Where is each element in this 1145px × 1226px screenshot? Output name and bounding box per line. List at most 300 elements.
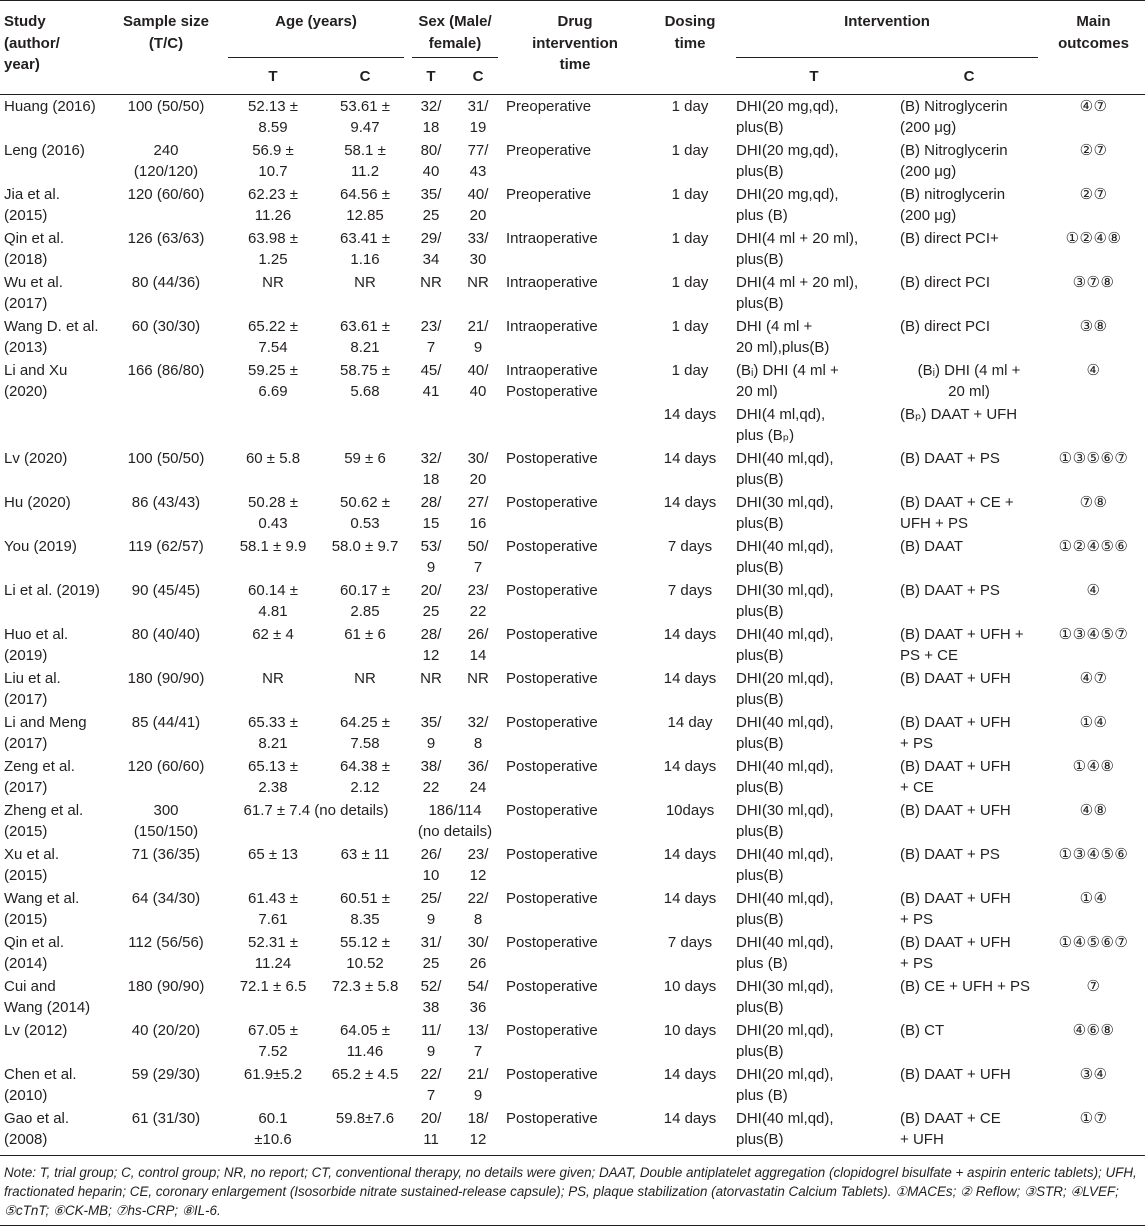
age-c-cell: 59.8±7.6: [335, 1109, 395, 1127]
dosing-time-cell: 1 day: [671, 141, 709, 159]
sample-size-cell: 112 (56/56): [128, 933, 204, 951]
age-t-cell: 58.1 ± 9.9: [239, 537, 307, 555]
main-outcomes-cell: ①④⑤⑥⑦: [1058, 933, 1129, 951]
intervention-t-cell: DHI(40 ml,qd), plus(B): [736, 713, 834, 752]
age-t-cell: NR: [262, 273, 284, 291]
main-outcomes-cell: ②⑦: [1079, 185, 1108, 203]
header-age: Age (years): [224, 1, 408, 59]
age-c-cell: NR: [354, 273, 376, 291]
intervention-t-cell: DHI(20 mg,qd), plus(B): [736, 97, 839, 136]
dosing-time-cell: 14 days: [663, 889, 717, 907]
study-cell: Liu et al. (2017): [4, 669, 61, 708]
age-t-cell: 65.22 ± 7.54: [248, 317, 298, 356]
sex-t-cell: NR: [420, 273, 442, 291]
intervention-c-cell: (B) DAAT + UFH: [900, 1065, 1011, 1083]
main-outcomes-cell: ④⑦: [1079, 97, 1108, 115]
sex-t-cell: 35/ 25: [420, 185, 442, 224]
header-sample-size: Sample size (T/C): [123, 13, 209, 52]
sex-c-cell: 18/ 12: [467, 1109, 489, 1148]
age-t-cell: 65 ± 13: [248, 845, 298, 863]
main-outcomes-cell: ⑦⑧: [1079, 493, 1108, 511]
study-cell: Qin et al. (2018): [4, 229, 65, 268]
main-outcomes-cell: ①④: [1079, 889, 1108, 907]
sample-size-cell: 90 (45/45): [131, 581, 201, 599]
dosing-time-cell: 1 day: [671, 273, 709, 291]
drug-intervention-time-cell: Intraoperative: [506, 273, 598, 291]
sex-t-cell: 23/ 7: [420, 317, 442, 356]
sex-c-cell: 36/ 24: [467, 757, 489, 796]
study-cell: Cui and Wang (2014): [4, 977, 91, 1016]
age-t-cell: 60.1 ±10.6: [254, 1109, 292, 1148]
dosing-time-cell: 14 days: [663, 757, 717, 775]
drug-intervention-time-cell: Intraoperative Postoperative: [506, 361, 598, 400]
table-row: [0, 227, 1145, 271]
study-cell: Qin et al. (2014): [4, 933, 65, 972]
intervention-c-cell: (B) DAAT + UFH + CE: [900, 757, 1011, 796]
drug-intervention-time-cell: Postoperative: [506, 1021, 598, 1039]
age-t-cell: 72.1 ± 6.5: [239, 977, 307, 995]
study-cell: Wang et al. (2015): [4, 889, 80, 928]
dosing-time-cell: 14 days: [663, 845, 717, 863]
sample-size-cell: 100 (50/50): [127, 97, 205, 115]
intervention-c-cell: (B) CT: [900, 1021, 945, 1039]
table-row: [0, 94, 1145, 139]
sex-c-cell: 26/ 14: [467, 625, 489, 664]
age-c-cell: 59 ± 6: [344, 449, 386, 467]
sex-c-cell: 33/ 30: [467, 229, 489, 268]
table-row: [0, 843, 1145, 887]
study-cell: Gao et al. (2008): [4, 1109, 70, 1148]
drug-intervention-time-cell: Preoperative: [506, 141, 592, 159]
drug-intervention-time-cell: Postoperative: [506, 713, 598, 731]
header-intervention: Intervention: [732, 1, 1042, 59]
main-outcomes-cell: ③④: [1079, 1065, 1108, 1083]
main-outcomes-cell: ①⑦: [1079, 1109, 1108, 1127]
intervention-t-cell: DHI(30 ml,qd), plus(B): [736, 581, 834, 620]
age-c-cell: 53.61 ± 9.47: [340, 97, 390, 136]
sex-c-cell: 31/ 19: [467, 97, 489, 136]
age-merged-cell: 61.7 ± 7.4 (no details): [243, 801, 389, 819]
table-row: [0, 183, 1145, 227]
age-c-cell: NR: [354, 669, 376, 687]
sample-size-cell: 120 (60/60): [127, 757, 205, 775]
main-outcomes-cell: ②⑦: [1079, 141, 1108, 159]
study-cell: Li et al. (2019): [4, 581, 100, 599]
intervention-c-cell: (B) Nitroglycerin (200 μg): [900, 97, 1008, 136]
intervention-t-cell: DHI(40 ml,qd), plus(B): [736, 449, 834, 488]
sex-t-cell: 32/ 18: [420, 97, 442, 136]
table-row: [0, 535, 1145, 579]
sex-t-cell: 28/ 12: [420, 625, 442, 664]
main-outcomes-cell: ④: [1086, 581, 1101, 599]
age-c-cell: 63.61 ± 8.21: [340, 317, 390, 356]
table-row: [0, 1019, 1145, 1063]
table-row: [0, 491, 1145, 535]
table-row: [0, 623, 1145, 667]
intervention-c-cell: (B) direct PCI: [900, 317, 991, 335]
age-t-cell: 60.14 ± 4.81: [248, 581, 298, 620]
sex-t-cell: 26/ 10: [420, 845, 442, 884]
table-row: [0, 667, 1145, 711]
sample-size-cell: 60 (30/30): [131, 317, 201, 335]
sample-size-cell: 180 (90/90): [127, 669, 205, 687]
sample-size-cell: 180 (90/90): [127, 977, 205, 995]
drug-intervention-time-cell: Postoperative: [506, 845, 598, 863]
dosing-time-cell: 7 days: [667, 537, 713, 555]
table-row: [0, 1107, 1145, 1155]
main-outcomes-cell: ③⑧: [1079, 317, 1108, 335]
main-outcomes-cell: ①②④⑧: [1065, 229, 1122, 247]
header-age-c: C: [359, 68, 371, 85]
drug-intervention-time-cell: Postoperative: [506, 581, 598, 599]
drug-intervention-time-cell: Postoperative: [506, 1109, 598, 1127]
study-cell: Li and Meng (2017): [4, 713, 87, 752]
intervention-c-cell: (B) direct PCI: [900, 273, 991, 291]
dosing-time-cell: 1 day: [671, 317, 709, 335]
age-c-cell: 50.62 ± 0.53: [340, 493, 390, 532]
table-row: [0, 403, 1145, 447]
header-sex-c: C: [472, 68, 484, 85]
intervention-c-cell: (B) DAAT + UFH + PS: [900, 889, 1011, 928]
main-outcomes-cell: ①③⑤⑥⑦: [1058, 449, 1129, 467]
drug-intervention-time-cell: Postoperative: [506, 889, 598, 907]
intervention-t-cell: DHI(40 ml,qd), plus(B): [736, 1109, 834, 1148]
sex-t-cell: 11/ 9: [421, 1021, 441, 1060]
dosing-time-cell: 10 days: [663, 977, 717, 995]
study-cell: Xu et al. (2015): [4, 845, 60, 884]
intervention-t-cell: DHI(30 ml,qd), plus(B): [736, 801, 834, 840]
intervention-t-cell: DHI(40 ml,qd), plus(B): [736, 845, 834, 884]
dosing-time-cell: 14 days: [663, 493, 717, 511]
intervention-c-cell: (B) DAAT + UFH + PS: [900, 713, 1011, 752]
dosing-time-cell: 1 day: [671, 361, 709, 379]
sex-t-cell: 28/ 15: [420, 493, 442, 532]
sample-size-cell: 40 (20/20): [131, 1021, 201, 1039]
sex-c-cell: [454, 403, 502, 447]
age-c-cell: [322, 403, 408, 447]
intervention-c-cell: (B) direct PCI+: [900, 229, 999, 247]
intervention-t-cell: DHI(40 ml,qd), plus (B): [736, 933, 834, 972]
main-outcomes-cell: ③⑦⑧: [1072, 273, 1115, 291]
main-outcomes-cell: ④: [1086, 361, 1101, 379]
sex-c-cell: 23/ 22: [467, 581, 489, 620]
header-intervention-c: C: [963, 68, 975, 85]
sample-size-cell: 240 (120/120): [133, 141, 199, 180]
main-outcomes-cell: ①④⑧: [1072, 757, 1115, 775]
sample-size-cell: 100 (50/50): [127, 449, 205, 467]
age-t-cell: 59.25 ± 6.69: [248, 361, 298, 400]
main-outcomes-cell: ①④: [1079, 713, 1108, 731]
sex-t-cell: 45/ 41: [420, 361, 442, 400]
header-main-outcomes: Main outcomes: [1058, 13, 1129, 52]
study-cell: Chen et al. (2010): [4, 1065, 77, 1104]
age-c-cell: 65.2 ± 4.5: [331, 1065, 399, 1083]
table-row: [0, 1063, 1145, 1107]
intervention-c-cell: (B) DAAT: [900, 537, 964, 555]
age-t-cell: NR: [262, 669, 284, 687]
drug-intervention-time-cell: Postoperative: [506, 493, 598, 511]
dosing-time-cell: 14 days: [663, 449, 717, 467]
intervention-t-cell: DHI(30 ml,qd), plus(B): [736, 977, 834, 1016]
sex-c-cell: 30/ 20: [467, 449, 489, 488]
age-c-cell: 58.1 ± 11.2: [344, 141, 386, 180]
drug-intervention-time-cell: Intraoperative: [506, 317, 598, 335]
sample-size-cell: [108, 403, 224, 447]
intervention-c-cell: (B) DAAT + UFH: [900, 669, 1011, 687]
dosing-time-cell: 14 days: [663, 405, 717, 423]
intervention-c-cell: (Bₚ) DAAT + UFH: [900, 405, 1018, 423]
study-cell: Lv (2012): [4, 1021, 68, 1039]
sample-size-cell: 61 (31/30): [131, 1109, 201, 1127]
dosing-time-cell: 1 day: [671, 229, 709, 247]
table-row: [0, 271, 1145, 315]
sex-t-cell: 20/ 11: [420, 1109, 442, 1148]
header-drug-intervention-time: Drug intervention time: [532, 13, 618, 73]
sex-c-cell: 27/ 16: [467, 493, 489, 532]
sex-t-cell: 25/ 9: [420, 889, 442, 928]
sex-c-cell: 13/ 7: [467, 1021, 489, 1060]
age-c-cell: 72.3 ± 5.8: [331, 977, 399, 995]
age-c-cell: 58.75 ± 5.68: [340, 361, 390, 400]
dosing-time-cell: 14 days: [663, 1065, 717, 1083]
age-c-cell: 63.41 ± 1.16: [340, 229, 390, 268]
header-study: Study (author/ year): [4, 13, 60, 73]
drug-intervention-time-cell: Postoperative: [506, 977, 598, 995]
intervention-t-cell: DHI(40 ml,qd), plus(B): [736, 889, 834, 928]
age-t-cell: 52.31 ± 11.24: [248, 933, 298, 972]
intervention-c-cell: (B) DAAT + PS: [900, 449, 1000, 467]
sex-t-cell: 53/ 9: [420, 537, 442, 576]
table-row: [0, 315, 1145, 359]
sex-c-cell: 30/ 26: [467, 933, 489, 972]
age-t-cell: 61.9±5.2: [243, 1065, 303, 1083]
sex-c-cell: 77/ 43: [467, 141, 489, 180]
drug-intervention-time-cell: Postoperative: [506, 757, 598, 775]
table-row: [0, 975, 1145, 1019]
sex-c-cell: 40/ 20: [467, 185, 489, 224]
sex-c-cell: NR: [467, 273, 489, 291]
sex-t-cell: 29/ 34: [420, 229, 442, 268]
intervention-t-cell: DHI(4 ml + 20 ml), plus(B): [736, 229, 859, 268]
sample-size-cell: 85 (44/41): [131, 713, 201, 731]
age-t-cell: [224, 403, 322, 447]
sample-size-cell: 120 (60/60): [127, 185, 205, 203]
age-t-cell: 61.43 ± 7.61: [248, 889, 298, 928]
dosing-time-cell: 14 days: [663, 669, 717, 687]
sex-t-cell: [408, 403, 454, 447]
age-t-cell: 67.05 ± 7.52: [248, 1021, 298, 1060]
sex-merged-cell: 186/114 (no details): [417, 801, 493, 840]
study-cell: Zheng et al. (2015): [4, 801, 84, 840]
dosing-time-cell: 14 days: [663, 625, 717, 643]
intervention-c-cell: (B) DAAT + UFH: [900, 801, 1011, 819]
sex-t-cell: 20/ 25: [420, 581, 442, 620]
drug-intervention-time-cell: Postoperative: [506, 669, 598, 687]
sex-t-cell: 32/ 18: [420, 449, 442, 488]
age-t-cell: 65.13 ± 2.38: [248, 757, 298, 796]
age-c-cell: 55.12 ± 10.52: [340, 933, 390, 972]
table-row: [0, 447, 1145, 491]
sample-size-cell: 119 (62/57): [128, 537, 204, 555]
drug-intervention-time-cell: Postoperative: [506, 933, 598, 951]
sample-size-cell: 64 (34/30): [131, 889, 201, 907]
drug-intervention-time-cell: Postoperative: [506, 1065, 598, 1083]
age-t-cell: 56.9 ± 10.7: [252, 141, 294, 180]
study-cell: Huo et al. (2019): [4, 625, 69, 664]
sample-size-cell: 71 (36/35): [131, 845, 201, 863]
study-cell: Zeng et al. (2017): [4, 757, 75, 796]
sex-c-cell: 21/ 9: [467, 1065, 489, 1104]
header-sex-t: T: [426, 68, 436, 85]
dosing-time-cell: 7 days: [667, 581, 713, 599]
table-row: [0, 931, 1145, 975]
intervention-t-cell: DHI(20 ml,qd), plus (B): [736, 1065, 834, 1104]
age-t-cell: 62.23 ± 11.26: [248, 185, 298, 224]
study-cell: Li and Xu (2020): [4, 361, 68, 400]
age-c-cell: 64.56 ± 12.85: [340, 185, 390, 224]
sex-c-cell: 32/ 8: [467, 713, 489, 752]
header-age-t: T: [268, 68, 278, 85]
age-c-cell: 61 ± 6: [344, 625, 386, 643]
drug-intervention-time-cell: Postoperative: [506, 449, 598, 467]
main-outcomes-cell: ④⑦: [1079, 669, 1108, 687]
sample-size-cell: 166 (86/80): [127, 361, 205, 379]
intervention-c-cell: (B) DAAT + CE + UFH + PS: [900, 493, 1014, 532]
header-dosing-time: Dosing time: [664, 13, 716, 52]
drug-intervention-time-cell: [502, 403, 648, 447]
main-outcomes-cell: ④⑥⑧: [1072, 1021, 1115, 1039]
age-t-cell: 50.28 ± 0.43: [248, 493, 298, 532]
study-cell: [0, 403, 108, 447]
age-c-cell: 60.51 ± 8.35: [340, 889, 390, 928]
table-row: [0, 359, 1145, 403]
study-cell: Wang D. et al. (2013): [4, 317, 99, 356]
dosing-time-cell: 1 day: [671, 97, 709, 115]
intervention-t-cell: DHI(20 ml,qd), plus(B): [736, 1021, 834, 1060]
age-c-cell: 63 ± 11: [340, 845, 390, 863]
age-c-cell: 64.05 ± 11.46: [340, 1021, 390, 1060]
main-outcomes-cell: [1042, 403, 1145, 447]
sample-size-cell: 86 (43/43): [131, 493, 201, 511]
age-c-cell: 60.17 ± 2.85: [340, 581, 390, 620]
drug-intervention-time-cell: Postoperative: [506, 801, 598, 819]
header-intervention-t: T: [809, 68, 819, 85]
intervention-t-cell: DHI(20 mg,qd), plus(B): [736, 141, 839, 180]
drug-intervention-time-cell: Preoperative: [506, 97, 592, 115]
age-t-cell: 62 ± 4: [252, 625, 294, 643]
drug-intervention-time-cell: Postoperative: [506, 537, 598, 555]
intervention-c-cell: (B) CE + UFH + PS: [900, 977, 1031, 995]
table-note: Note: T, trial group; C, control group; NR, no report; CT, conventional therapy, no details were given; DAAT, Double antiplatelet aggregation (clopidogrel bisulfate + aspirin enteric tablets); UFH, fractionated heparin; CE, coronary enlargement (Isosorbide nitrate sustained-release capsule); PS, plaque stabilization (atorvastatin Calcium Tablets). ①MACEs; ② Reflow; ③STR; ④LVEF; ⑤cTnT; ⑥CK-MB; ⑦hs-CRP; ⑧IL-6.: [0, 1155, 1145, 1226]
sex-c-cell: 22/ 8: [467, 889, 489, 928]
main-outcomes-cell: ④⑧: [1079, 801, 1108, 819]
intervention-c-cell: (Bᵢ) DHI (4 ml + 20 ml): [917, 361, 1021, 400]
intervention-c-cell: (B) DAAT + UFH + PS + CE: [900, 625, 1024, 664]
main-outcomes-cell: ①②④⑤⑥: [1058, 537, 1129, 555]
table-body: [0, 94, 1145, 1155]
main-outcomes-cell: ①③④⑤⑥: [1058, 845, 1129, 863]
sex-t-cell: 35/ 9: [420, 713, 442, 752]
study-cell: Hu (2020): [4, 493, 71, 511]
intervention-t-cell: DHI(30 ml,qd), plus(B): [736, 493, 834, 532]
age-c-cell: 64.38 ± 2.12: [340, 757, 390, 796]
intervention-c-cell: (B) DAAT + PS: [900, 581, 1000, 599]
dosing-time-cell: 14 day: [667, 713, 713, 731]
table-row: [0, 139, 1145, 183]
drug-intervention-time-cell: Intraoperative: [506, 229, 598, 247]
sex-c-cell: NR: [467, 669, 489, 687]
intervention-t-cell: DHI(40 ml,qd), plus(B): [736, 757, 834, 796]
drug-intervention-time-cell: Preoperative: [506, 185, 592, 203]
age-t-cell: 52.13 ± 8.59: [248, 97, 298, 136]
sex-t-cell: 31/ 25: [420, 933, 442, 972]
main-outcomes-cell: ⑦: [1086, 977, 1101, 995]
table-row: [0, 799, 1145, 843]
sex-t-cell: 22/ 7: [420, 1065, 442, 1104]
sex-t-cell: 80/ 40: [420, 141, 442, 180]
intervention-c-cell: (B) nitroglycerin (200 μg): [900, 185, 1006, 224]
intervention-t-cell: DHI (4 ml + 20 ml),plus(B): [736, 317, 830, 356]
table-row: [0, 887, 1145, 931]
age-t-cell: 60 ± 5.8: [245, 449, 301, 467]
dosing-time-cell: 10days: [665, 801, 715, 819]
table-header: [0, 1, 1145, 95]
table-row: [0, 711, 1145, 755]
main-outcomes-cell: ①③④⑤⑦: [1058, 625, 1129, 643]
sex-t-cell: NR: [420, 669, 442, 687]
sex-t-cell: 52/ 38: [420, 977, 442, 1016]
table-row: [0, 579, 1145, 623]
study-cell: Wu et al. (2017): [4, 273, 63, 312]
header-sex: Sex (Male/ female): [408, 1, 502, 59]
sample-size-cell: 126 (63/63): [127, 229, 205, 247]
age-t-cell: 63.98 ± 1.25: [248, 229, 298, 268]
sample-size-cell: 59 (29/30): [131, 1065, 201, 1083]
sex-c-cell: 50/ 7: [467, 537, 489, 576]
intervention-c-cell: (B) DAAT + UFH + PS: [900, 933, 1011, 972]
table-row: [0, 755, 1145, 799]
sex-c-cell: 23/ 12: [467, 845, 489, 884]
dosing-time-cell: 10 days: [663, 1021, 717, 1039]
intervention-c-cell: (B) DAAT + PS: [900, 845, 1000, 863]
sample-size-cell: 80 (40/40): [131, 625, 201, 643]
sex-t-cell: 38/ 22: [420, 757, 442, 796]
study-cell: Lv (2020): [4, 449, 68, 467]
intervention-t-cell: DHI(40 ml,qd), plus(B): [736, 537, 834, 576]
sex-c-cell: 54/ 36: [467, 977, 489, 1016]
age-c-cell: 64.25 ± 7.58: [340, 713, 390, 752]
intervention-t-cell: DHI(4 ml,qd), plus (Bₚ): [736, 405, 826, 444]
intervention-c-cell: (B) Nitroglycerin (200 μg): [900, 141, 1008, 180]
intervention-t-cell: DHI(4 ml + 20 ml), plus(B): [736, 273, 859, 312]
sex-c-cell: 40/ 40: [467, 361, 489, 400]
study-cell: Jia et al. (2015): [4, 185, 60, 224]
intervention-t-cell: DHI(20 ml,qd), plus(B): [736, 669, 834, 708]
study-cell: You (2019): [4, 537, 77, 555]
study-cell: Leng (2016): [4, 141, 85, 159]
intervention-t-cell: DHI(40 ml,qd), plus(B): [736, 625, 834, 664]
sex-c-cell: 21/ 9: [467, 317, 489, 356]
intervention-t-cell: DHI(20 mg,qd), plus (B): [736, 185, 839, 224]
dosing-time-cell: 7 days: [667, 933, 713, 951]
drug-intervention-time-cell: Postoperative: [506, 625, 598, 643]
dosing-time-cell: 1 day: [671, 185, 709, 203]
age-c-cell: 58.0 ± 9.7: [331, 537, 399, 555]
dosing-time-cell: 14 days: [663, 1109, 717, 1127]
intervention-t-cell: (Bᵢ) DHI (4 ml + 20 ml): [736, 361, 839, 400]
study-cell: Huang (2016): [4, 97, 96, 115]
sample-size-cell: 300 (150/150): [133, 801, 199, 840]
